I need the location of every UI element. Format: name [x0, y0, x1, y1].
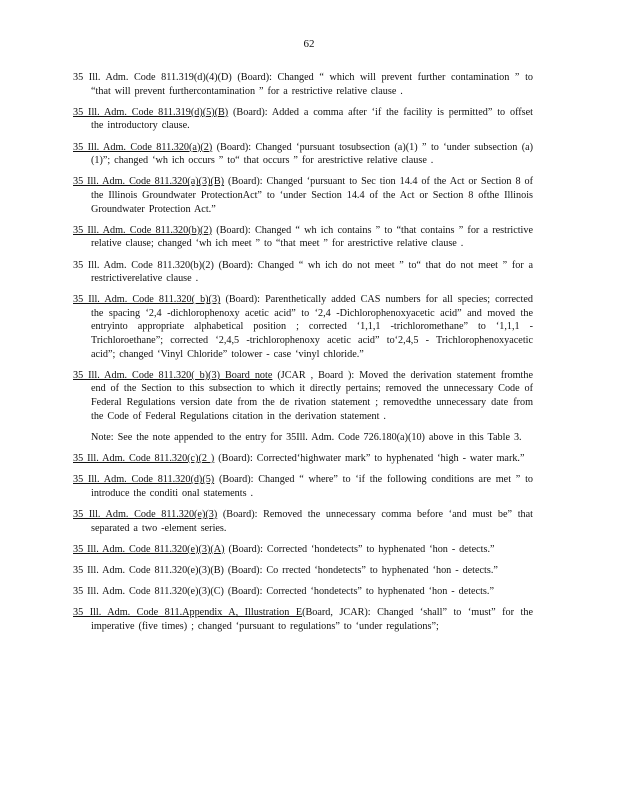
list-item — [73, 543, 533, 557]
entry-text: (Board): Parenthetically added CAS numbers for all species; corrected the spacing ‘2,4 -dichlorophenoxy acetic acid” to ‘2,4 -Dichlorophenoxyacetic acid” and moved the entryinto appropriate alphabetical position ; corrected ‘1,1,1 -trichloromethane” to ‘1,1,1 -Trichloroethane”; corrected ‘2,4,5 -trichlorophenoxy acetic acid” to‘2,4,5 - Trichlorophenoxyacetic acid”; changed ‘Vinyl Chloride” tolower - case ‘vinyl chloride.” — [91, 294, 534, 360]
entry-text: (Board): Corrected ‘hondetects” to hyphenated ‘hon - detects.” — [223, 586, 494, 598]
citation: 35 Ill. Adm. Code 811.320(a)(3)(B) — [73, 176, 225, 188]
citation: 35 Ill. Adm. Code 811.319(d)(4)(D) — [73, 72, 232, 83]
page-number: 62 — [303, 38, 315, 50]
entry-text: (Board): Corrected ‘hondetects” to hyphenated ‘hon - detects.” — [224, 543, 495, 555]
list-item — [73, 259, 533, 286]
list-item — [73, 71, 533, 98]
citation: 35 Ill. Adm. Code 811.320(e)(3)(C) — [73, 586, 224, 598]
entry-text: (Board): Changed “ wh ich do not meet ” to“ that do not meet ” for a restrictiverelative clause . — [91, 259, 533, 285]
citation: 35 Ill. Adm. Code 811.320(b)(2) — [73, 224, 213, 236]
entry-text: (Board): Changed “ wh ich contains ” to “that contains ” for a restrictive relative clause; changed ‘wh ich meet ” to “that meet ” for arestrictive relative clause . — [91, 224, 533, 250]
list-item — [73, 141, 533, 168]
list-item — [73, 224, 533, 251]
list-item — [73, 585, 533, 599]
list-item — [73, 175, 533, 216]
citation: 35 Ill. Adm. Code 811.320(b)(2) — [73, 259, 214, 271]
list-item — [73, 473, 533, 500]
entry-text: (Board): Corrected‘highwater mark” to hyphenated ‘high - water mark.” — [214, 453, 525, 464]
entry-text: (Board): Changed ‘pursuant tosubsection (a)(1) ” to ‘under subsection (a)(1)”; changed ‘wh ich occurs ” to“ that occurs ” for arestrictive relative clause . — [91, 141, 533, 167]
citation: 35 Ill. Adm. Code 811.Appendix A, Illustration E — [73, 607, 303, 619]
amendment-list — [73, 71, 533, 641]
citation: 35 Ill. Adm. Code 811.320(e)(3) — [73, 508, 218, 520]
citation: 35 Ill. Adm. Code 811.320(a)(2) — [73, 141, 213, 153]
citation: 35 Ill. Adm. Code 811.320(e)(3)(B) — [73, 564, 224, 576]
entry-text: (Board): Added a comma after ‘if the facility is permitted” to offset the introductory clause. — [91, 106, 533, 132]
entry-text: (Board): Changed “ which will prevent further contamination ” to “that will prevent furthercontamination ” for a restrictive relative clause . — [91, 72, 533, 97]
list-item — [73, 508, 533, 535]
list-item — [73, 293, 533, 361]
entry-text: (JCAR , Board ): Moved the derivation statement fromthe end of the Section to this subsection to which it directly pertains; removed the unnecessary Code of Federal Regulations version date from the de rivation statement ; removedthe unnecessary date from the Code of Federal Regulations citation in the derivation statement . — [91, 369, 533, 422]
citation: 35 Ill. Adm. Code 811.320( b)(3) — [73, 294, 221, 306]
entry-text: (Board): Changed ‘pursuant to Sec tion 14.4 of the Act or Section 8 of the Illinois Groundwater ProtectionAct” to ‘under Section 14.4 of the Act or Section 8 ofthe Illinois Groundwater Protection Act.” — [91, 176, 533, 215]
list-item — [73, 606, 533, 633]
note-paragraph: Note: See the note appended to the entry for 35Ill. Adm. Code 726.180(a)(10) above in this Table 3. — [91, 431, 522, 443]
list-item — [73, 452, 533, 466]
list-item — [73, 106, 533, 133]
citation: 35 Ill. Adm. Code 811.319(d)(5)(B) — [73, 106, 229, 118]
citation: 35 Ill. Adm. Code 811.320(d)(5) — [73, 474, 215, 486]
citation: 35 Ill. Adm. Code 811.320(c)(2 ) — [73, 453, 215, 464]
entry-text: (Board): Co rrected ‘hondetects” to hyphenated ‘hon - detects.” — [223, 564, 498, 576]
list-item — [73, 369, 533, 423]
citation: 35 Ill. Adm. Code 811.320(e)(3)(A) — [73, 543, 225, 555]
list-item — [73, 564, 533, 578]
citation: 35 Ill. Adm. Code 811.320( b)(3) Board note — [73, 369, 273, 381]
entry-text: (Board, JCAR): Changed ‘shall” to ‘must” for the imperative (five times) ; changed ‘pursuant to regulations” to ‘under regulations”; — [91, 607, 533, 632]
entry-text: (Board): Removed the unnecessary comma before ‘and must be” that separated a two -element series. — [91, 508, 533, 534]
entry-text: (Board): Changed “ where” to ‘if the following conditions are met ” to introduce the conditi onal statements . — [91, 474, 533, 499]
